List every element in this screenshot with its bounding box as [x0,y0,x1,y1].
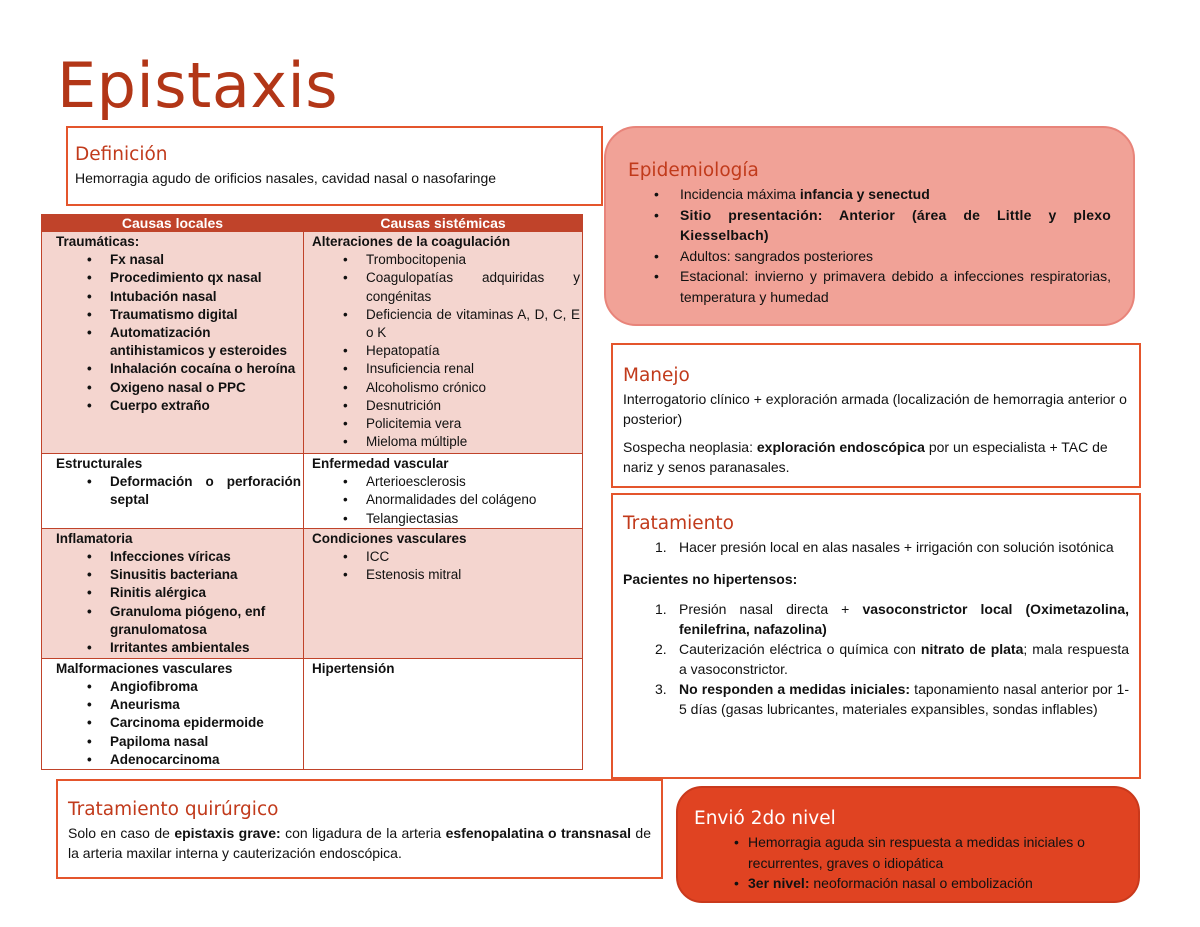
list-item: • Aneurisma [56,696,301,714]
definition-text: Hemorragia agudo de orificios nasales, cavidad nasal o nasofaringe [75,170,497,186]
management-box [611,343,1141,488]
cell-malformaciones [42,658,304,769]
list-item: • Adultos: sangrados posteriores [628,246,1111,267]
list-item: • Angiofibroma [56,678,301,696]
referral-box [676,786,1140,903]
list-item: • Trombocitopenia [312,251,580,269]
category-title: Enfermedad vascular [312,456,449,471]
header-systemic-causes: Causas sistémicas [304,215,583,232]
list-item: • Intubación nasal [56,288,301,306]
list-item: • Incidencia máxima infancia y senectud [628,184,1111,205]
management-heading: Manejo [623,365,690,386]
epidemiology-box [604,126,1135,326]
cell-enfermedad-vascular [304,454,583,529]
cell-hipertension [304,658,583,769]
list-item: • Telangiectasias [312,510,580,528]
list-item: • Hemorragia aguda sin respuesta a medidas iniciales o recurrentes, graves o idiopática [694,832,1124,873]
surgical-treatment-box [56,779,663,879]
list-item: • Inhalación cocaína o heroína [56,360,301,378]
list-item: • Anormalidades del colágeno [312,491,580,509]
list-item: • Carcinoma epidermoide [56,714,301,732]
list-item: 3. No responden a medidas iniciales: taponamiento nasal anterior por 1-5 días (gasas lubricantes, materiales expansibles, sondas inflables) [655,681,1129,717]
cell-coagulacion [304,232,583,454]
header-local-causes: Causas locales [42,215,304,232]
treatment-subheading: Pacientes no hipertensos: [623,571,798,587]
list-item: • Estacional: invierno y primavera debido a infecciones respiratorias, temperatura y humedad [628,266,1111,307]
list-item: • 3er nivel: neoformación nasal o embolización [694,873,1124,894]
list-item: • Sinusitis bacteriana [56,566,301,584]
list-item: 1. Presión nasal directa + vasoconstrictor local (Oximetazolina, fenilefrina, nafazolina) [655,601,1129,637]
list-item: • Deformación o perforación septal [56,473,301,509]
management-text-1: Interrogatorio clínico + exploración armada (localización de hemorragia anterior o posterior) [623,391,1127,427]
category-title: Alteraciones de la coagulación [312,234,511,249]
category-title: Malformaciones vasculares [56,660,233,676]
category-title: Traumáticas: [56,234,140,249]
epidemiology-heading: Epidemiología [628,160,759,181]
list-item: • Insuficiencia renal [312,360,580,378]
referral-heading: Envió 2do nivel [694,808,836,829]
list-item: • Rinitis alérgica [56,584,301,602]
list-item: • Estenosis mitral [312,566,580,584]
list-item: • Coagulopatías adquiridas y congénitas [312,269,580,305]
treatment-box [611,493,1141,779]
list-item: 1. Hacer presión local en alas nasales + irrigación con solución isotónica [655,539,1114,555]
list-item: • Mieloma múltiple [312,433,580,451]
definition-box [66,126,603,206]
list-item: • Procedimiento qx nasal [56,269,301,287]
page-title: Epistaxis [57,49,339,122]
category-title: Condiciones vasculares [312,530,467,546]
list-item: 2. Cauterización eléctrica o química con nitrato de plata; mala respuesta a vasoconstrictor. [655,641,1129,677]
list-item: • Traumatismo digital [56,306,301,324]
definition-heading: Definición [75,144,168,165]
list-item: • ICC [312,548,580,566]
treatment-heading: Tratamiento [623,513,734,534]
list-item: • Adenocarcinoma [56,751,301,769]
surgical-heading: Tratamiento quirúrgico [68,799,279,820]
surgical-text: Solo en caso de epistaxis grave: con ligadura de la arteria esfenopalatina o transnasal de la arteria maxilar interna y cauterización endoscópica. [68,825,651,861]
list-item: • Policitemia vera [312,415,580,433]
list-item: • Fx nasal [56,251,301,269]
list-item: • Hepatopatía [312,342,580,360]
list-item: • Arterioesclerosis [312,473,580,491]
list-item: • Sitio presentación: Anterior (área de Little y plexo Kiesselbach) [628,205,1111,246]
list-item: • Irritantes ambientales [56,639,301,657]
cell-traumaticas [42,232,304,454]
causes-table [41,214,583,770]
cell-inflamatoria [42,528,304,658]
category-title: Estructurales [56,456,143,471]
list-item: • Alcoholismo crónico [312,379,580,397]
category-title: Hipertensión [312,660,395,676]
management-text-2: Sospecha neoplasia: exploración endoscópica por un especialista + TAC de nariz y senos paranasales. [623,439,1108,475]
list-item: • Oxigeno nasal o PPC [56,379,301,397]
list-item: • Papiloma nasal [56,733,301,751]
list-item: • Infecciones víricas [56,548,301,566]
list-item: • Desnutrición [312,397,580,415]
list-item: • Cuerpo extraño [56,397,301,415]
list-item: • Deficiencia de vitaminas A, D, C, E o K [312,306,580,342]
cell-condiciones-vasculares [304,528,583,658]
list-item: • Automatización antihistamicos y esteroides [56,324,301,360]
cell-estructurales [42,454,304,529]
category-title: Inflamatoria [56,530,133,546]
list-item: • Granuloma piógeno, enf granulomatosa [56,603,301,639]
